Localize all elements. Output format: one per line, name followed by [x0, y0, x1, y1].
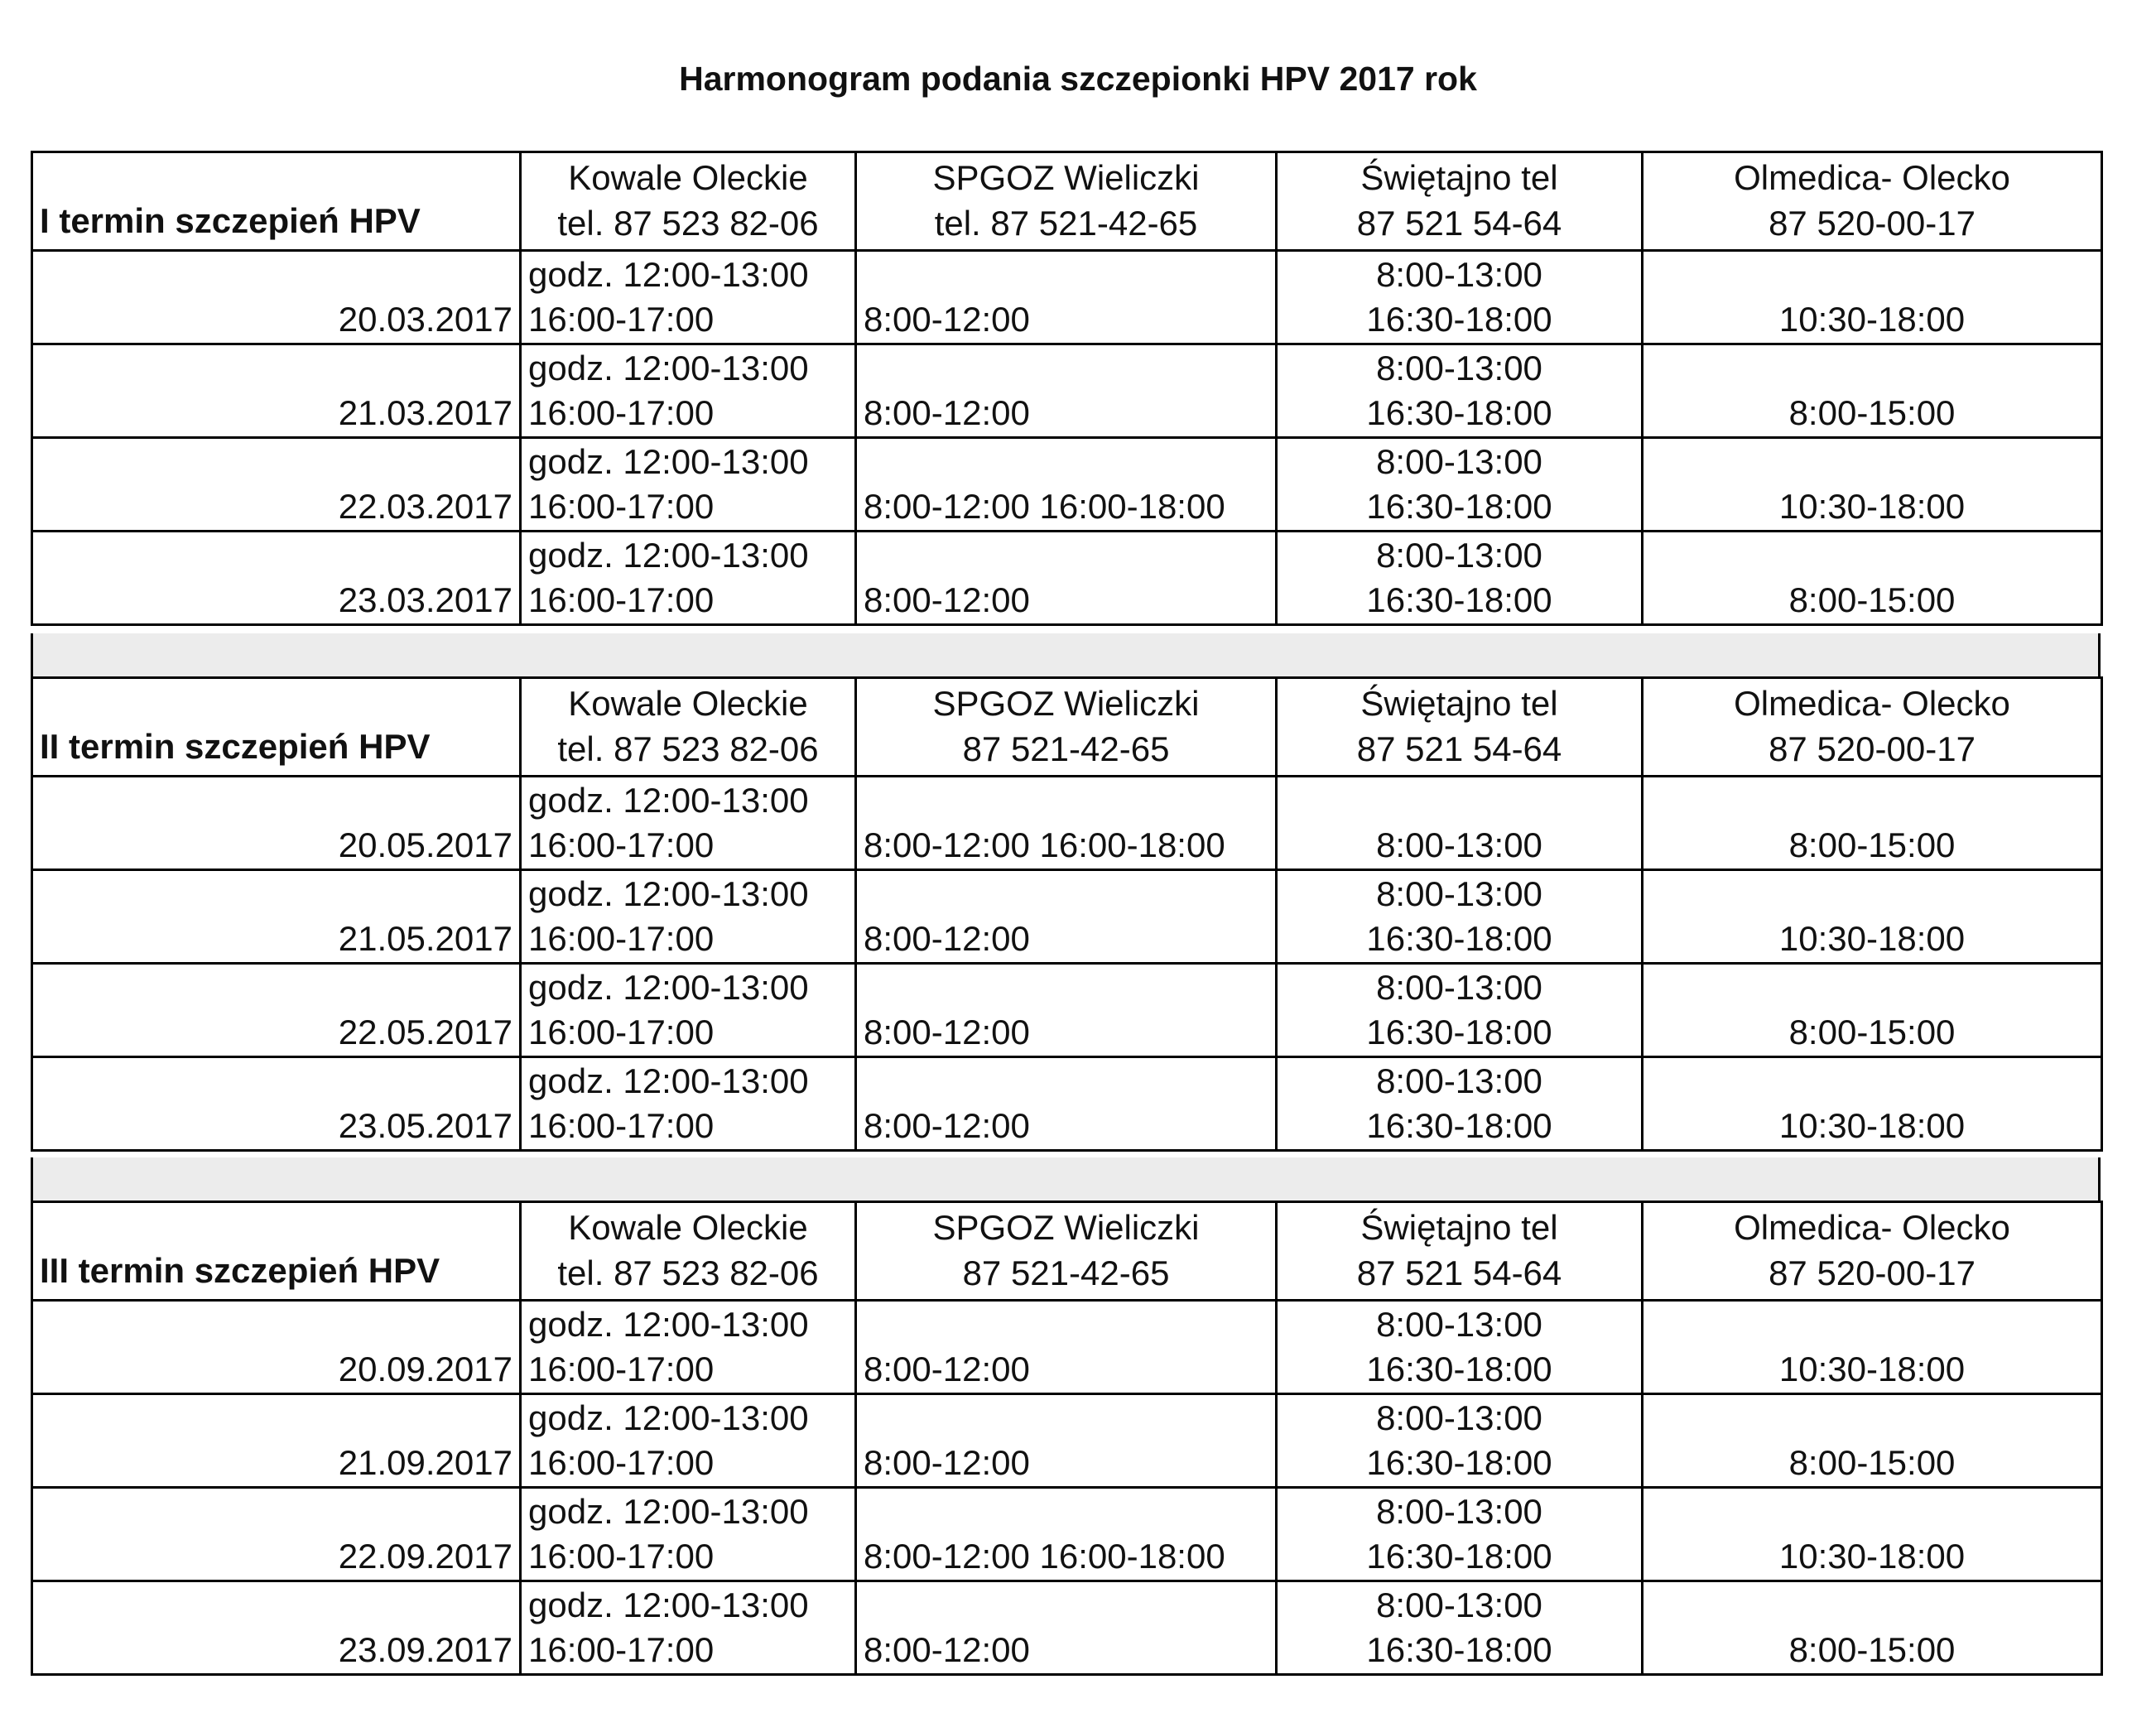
- header-line: 87 520-00-17: [1769, 204, 1976, 243]
- header-line: 87 520-00-17: [1769, 1253, 1976, 1292]
- header-line: SPGOZ Wieliczki: [932, 684, 1200, 724]
- olmedica-hours-cell: 8:00-15:00: [1643, 344, 2102, 438]
- hours-line: 8:00-13:00: [1376, 1061, 1542, 1100]
- header-line: Świętajno tel: [1360, 158, 1558, 198]
- header-spgoz-wieliczki: [856, 1202, 1277, 1301]
- header-kowale-oleckie: [521, 1202, 856, 1301]
- hours-line: 16:00-17:00: [528, 1106, 715, 1146]
- header-line: Kowale Oleckie: [568, 1208, 808, 1248]
- schedule-block-1: [31, 151, 2101, 626]
- hours-line: 16:00-17:00: [528, 1630, 715, 1670]
- swietajno-hours-cell: [1277, 777, 1643, 870]
- hours-line: godz. 12:00-13:00: [528, 1061, 809, 1100]
- hours-line: 16:30-18:00: [1366, 1537, 1552, 1576]
- swietajno-hours-cell: [1277, 1057, 1643, 1151]
- kowale-hours-cell: [521, 1581, 856, 1675]
- swietajno-hours-cell: [1277, 344, 1643, 438]
- kowale-hours-cell: [521, 964, 856, 1057]
- spgoz-hours-cell: 8:00-12:00 16:00-18:00: [856, 438, 1277, 532]
- olmedica-hours-cell: 8:00-15:00: [1643, 964, 2102, 1057]
- kowale-hours-cell: [521, 251, 856, 344]
- kowale-hours-cell: [521, 532, 856, 625]
- header-line: tel. 87 521-42-65: [934, 204, 1198, 243]
- date-cell: 21.09.2017: [32, 1394, 521, 1488]
- hours-line: 16:00-17:00: [528, 393, 715, 433]
- hours-line: 8:00-13:00: [1376, 535, 1542, 575]
- hours-line: 8:00-13:00: [1376, 441, 1542, 481]
- date-cell: 23.09.2017: [32, 1581, 521, 1675]
- spgoz-hours-cell: 8:00-12:00 16:00-18:00: [856, 777, 1277, 870]
- header-swietajno: [1277, 678, 1643, 777]
- hours-line: 16:00-17:00: [528, 487, 715, 527]
- spgoz-hours-cell: 8:00-12:00: [856, 344, 1277, 438]
- spgoz-hours-cell: 8:00-12:00: [856, 1394, 1277, 1488]
- header-line: Olmedica- Olecko: [1734, 1208, 2010, 1248]
- table-row: [32, 1581, 2102, 1675]
- hours-line: 8:00-13:00: [1376, 254, 1542, 294]
- hours-line: godz. 12:00-13:00: [528, 1585, 809, 1624]
- block-separator: [31, 1157, 2101, 1201]
- header-line: Olmedica- Olecko: [1734, 684, 2010, 724]
- spgoz-hours-cell: 8:00-12:00: [856, 251, 1277, 344]
- swietajno-hours-cell: [1277, 1301, 1643, 1394]
- swietajno-hours-cell: [1277, 1488, 1643, 1581]
- date-cell: 22.05.2017: [32, 964, 521, 1057]
- hours-line: 16:00-17:00: [528, 919, 715, 959]
- hours-line: godz. 12:00-13:00: [528, 535, 809, 575]
- header-swietajno: [1277, 152, 1643, 251]
- hours-line: godz. 12:00-13:00: [528, 1491, 809, 1531]
- hours-line: godz. 12:00-13:00: [528, 873, 809, 913]
- header-row: [32, 678, 2102, 777]
- kowale-hours-cell: [521, 777, 856, 870]
- hours-line: 16:30-18:00: [1366, 1013, 1552, 1052]
- olmedica-hours-cell: 10:30-18:00: [1643, 1488, 2102, 1581]
- hours-line: 16:00-17:00: [528, 580, 715, 620]
- swietajno-hours-cell: [1277, 870, 1643, 964]
- schedule-block-3: [31, 1201, 2101, 1676]
- header-swietajno: [1277, 1202, 1643, 1301]
- header-line: Kowale Oleckie: [568, 158, 808, 198]
- spgoz-hours-cell: 8:00-12:00: [856, 1301, 1277, 1394]
- header-kowale-oleckie: [521, 678, 856, 777]
- table-row: [32, 1488, 2102, 1581]
- olmedica-hours-cell: 10:30-18:00: [1643, 438, 2102, 532]
- kowale-hours-cell: [521, 438, 856, 532]
- schedule-table: [31, 151, 2103, 626]
- hours-line: 8:00-13:00: [1376, 967, 1542, 1007]
- hours-line: 16:00-17:00: [528, 1013, 715, 1052]
- kowale-hours-cell: [521, 1301, 856, 1394]
- date-cell: 20.05.2017: [32, 777, 521, 870]
- kowale-hours-cell: [521, 344, 856, 438]
- term-heading: II termin szczepień HPV: [32, 678, 521, 777]
- hours-line: godz. 12:00-13:00: [528, 967, 809, 1007]
- header-spgoz-wieliczki: [856, 152, 1277, 251]
- hours-line: 8:00-13:00: [1376, 1398, 1542, 1437]
- header-line: SPGOZ Wieliczki: [932, 1208, 1200, 1248]
- header-kowale-oleckie: [521, 152, 856, 251]
- header-line: tel. 87 523 82-06: [557, 729, 819, 768]
- swietajno-hours-cell: [1277, 532, 1643, 625]
- hours-line: 16:30-18:00: [1366, 393, 1552, 433]
- header-line: tel. 87 523 82-06: [557, 1253, 819, 1292]
- swietajno-hours-cell: [1277, 1394, 1643, 1488]
- header-olmedica-olecko: [1643, 678, 2102, 777]
- olmedica-hours-cell: 10:30-18:00: [1643, 251, 2102, 344]
- header-line: Świętajno tel: [1360, 684, 1558, 724]
- olmedica-hours-cell: 8:00-15:00: [1643, 777, 2102, 870]
- spgoz-hours-cell: 8:00-12:00 16:00-18:00: [856, 1488, 1277, 1581]
- olmedica-hours-cell: 10:30-18:00: [1643, 1057, 2102, 1151]
- table-row: [32, 344, 2102, 438]
- olmedica-hours-cell: 8:00-15:00: [1643, 1394, 2102, 1488]
- swietajno-hours-cell: [1277, 964, 1643, 1057]
- hours-line: 16:00-17:00: [528, 1443, 715, 1483]
- hours-line: 16:30-18:00: [1366, 300, 1552, 339]
- schedule-table: [31, 1201, 2103, 1676]
- header-row: [32, 1202, 2102, 1301]
- header-line: 87 521-42-65: [962, 1253, 1170, 1292]
- header-line: 87 521 54-64: [1356, 1253, 1562, 1292]
- schedule-block-2: [31, 676, 2101, 1152]
- table-row: [32, 251, 2102, 344]
- block-separator: [31, 633, 2101, 676]
- header-line: SPGOZ Wieliczki: [932, 158, 1200, 198]
- date-cell: 23.03.2017: [32, 532, 521, 625]
- table-row: [32, 1394, 2102, 1488]
- date-cell: 22.09.2017: [32, 1488, 521, 1581]
- date-cell: 20.09.2017: [32, 1301, 521, 1394]
- olmedica-hours-cell: 10:30-18:00: [1643, 870, 2102, 964]
- table-row: [32, 532, 2102, 625]
- kowale-hours-cell: [521, 870, 856, 964]
- hours-line: 8:00-13:00: [1376, 348, 1542, 387]
- kowale-hours-cell: [521, 1394, 856, 1488]
- hours-line: 16:30-18:00: [1366, 487, 1552, 527]
- header-line: 87 521 54-64: [1356, 204, 1562, 243]
- date-cell: 20.03.2017: [32, 251, 521, 344]
- header-line: 87 521 54-64: [1356, 729, 1562, 768]
- hours-line: godz. 12:00-13:00: [528, 1304, 809, 1344]
- hours-line: 16:30-18:00: [1366, 1630, 1552, 1670]
- table-row: [32, 870, 2102, 964]
- header-olmedica-olecko: [1643, 152, 2102, 251]
- kowale-hours-cell: [521, 1057, 856, 1151]
- hours-line: 8:00-13:00: [1376, 825, 1542, 865]
- hours-line: 16:00-17:00: [528, 300, 715, 339]
- hours-line: 16:30-18:00: [1366, 1106, 1552, 1146]
- header-row: [32, 152, 2102, 251]
- document-title: Harmonogram podania szczepionki HPV 2017 rok: [679, 60, 1477, 98]
- swietajno-hours-cell: [1277, 438, 1643, 532]
- kowale-hours-cell: [521, 1488, 856, 1581]
- table-row: [32, 438, 2102, 532]
- date-cell: 23.05.2017: [32, 1057, 521, 1151]
- hours-line: 16:00-17:00: [528, 1537, 715, 1576]
- date-cell: 22.03.2017: [32, 438, 521, 532]
- schedule-table: [31, 676, 2103, 1152]
- table-row: [32, 964, 2102, 1057]
- hours-line: 16:00-17:00: [528, 825, 715, 865]
- hours-line: 16:30-18:00: [1366, 1443, 1552, 1483]
- hours-line: godz. 12:00-13:00: [528, 254, 809, 294]
- olmedica-hours-cell: 8:00-15:00: [1643, 532, 2102, 625]
- hours-line: 16:30-18:00: [1366, 919, 1552, 959]
- hours-line: 8:00-13:00: [1376, 873, 1542, 913]
- hours-line: 16:30-18:00: [1366, 580, 1552, 620]
- hours-line: 8:00-13:00: [1376, 1304, 1542, 1344]
- hours-line: godz. 12:00-13:00: [528, 780, 809, 820]
- spgoz-hours-cell: 8:00-12:00: [856, 532, 1277, 625]
- header-line: 87 520-00-17: [1769, 729, 1976, 768]
- date-cell: 21.05.2017: [32, 870, 521, 964]
- hours-line: 8:00-13:00: [1376, 1491, 1542, 1531]
- hours-line: godz. 12:00-13:00: [528, 441, 809, 481]
- header-line: Świętajno tel: [1360, 1208, 1558, 1248]
- header-spgoz-wieliczki: [856, 678, 1277, 777]
- date-cell: 21.03.2017: [32, 344, 521, 438]
- swietajno-hours-cell: [1277, 1581, 1643, 1675]
- term-heading: I termin szczepień HPV: [32, 152, 521, 251]
- term-heading: III termin szczepień HPV: [32, 1202, 521, 1301]
- olmedica-hours-cell: 10:30-18:00: [1643, 1301, 2102, 1394]
- hours-line: godz. 12:00-13:00: [528, 1398, 809, 1437]
- header-line: tel. 87 523 82-06: [557, 204, 819, 243]
- hours-line: 16:30-18:00: [1366, 1350, 1552, 1389]
- spgoz-hours-cell: 8:00-12:00: [856, 1057, 1277, 1151]
- header-line: 87 521-42-65: [962, 729, 1170, 768]
- swietajno-hours-cell: [1277, 251, 1643, 344]
- spgoz-hours-cell: 8:00-12:00: [856, 870, 1277, 964]
- olmedica-hours-cell: 8:00-15:00: [1643, 1581, 2102, 1675]
- table-row: [32, 777, 2102, 870]
- table-row: [32, 1057, 2102, 1151]
- header-line: Kowale Oleckie: [568, 684, 808, 724]
- table-row: [32, 1301, 2102, 1394]
- spgoz-hours-cell: 8:00-12:00: [856, 1581, 1277, 1675]
- spgoz-hours-cell: 8:00-12:00: [856, 964, 1277, 1057]
- hours-line: 16:00-17:00: [528, 1350, 715, 1389]
- hours-line: godz. 12:00-13:00: [528, 348, 809, 387]
- header-olmedica-olecko: [1643, 1202, 2102, 1301]
- header-line: Olmedica- Olecko: [1734, 158, 2010, 198]
- hours-line: 8:00-13:00: [1376, 1585, 1542, 1624]
